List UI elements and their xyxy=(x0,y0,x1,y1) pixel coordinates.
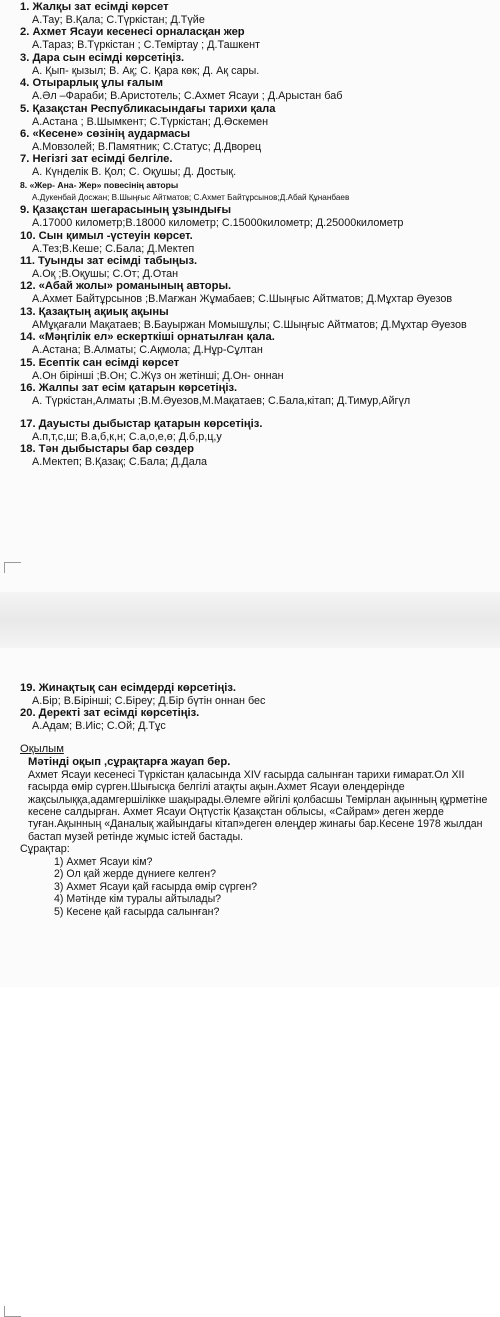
question-number: 13. xyxy=(20,305,36,318)
question-number: 18. xyxy=(20,442,36,455)
reading-question: 3) Ахмет Ясауи қай ғасырда өмір сүрген? xyxy=(54,880,258,893)
reading-instruction: Мәтінді оқып ,сұрақтарға жауап бер. xyxy=(28,755,231,768)
question-label: «Кесене» сөзінің аудармасы xyxy=(32,128,191,141)
question-item xyxy=(20,103,496,128)
page-gap xyxy=(0,592,500,648)
question-item xyxy=(20,1,496,26)
answer-options: А.Астана; В.Алматы; С.Ақмола; Д.Нұр-Сұлтан xyxy=(32,344,263,357)
question-number: 3. xyxy=(20,51,30,64)
question-number: 14. xyxy=(20,331,36,344)
spacer xyxy=(20,408,496,418)
question-item xyxy=(20,418,496,443)
page-corner-mark xyxy=(4,1306,21,1317)
question-text xyxy=(20,179,496,192)
question-text xyxy=(20,707,496,720)
question-label: Қазақтың ақиық ақыны xyxy=(38,305,169,318)
question-label: Негізгі зат есімді белгіле. xyxy=(32,153,173,166)
question-text xyxy=(20,280,496,293)
question-number: 19. xyxy=(20,682,36,694)
reading-title: Оқылым xyxy=(20,742,64,755)
question-label: Ахмет Ясауи кесенесі орналасқан жер xyxy=(32,26,245,39)
question-label: Сын қимыл -үстеуін көрсет. xyxy=(38,229,193,242)
question-number: 7. xyxy=(20,153,30,166)
question-number: 2. xyxy=(20,26,30,39)
question-text xyxy=(20,153,496,166)
question-label: Деректі зат есімді көрсетіңіз. xyxy=(38,707,200,720)
question-text xyxy=(20,331,496,344)
question-item xyxy=(20,443,496,468)
question-text xyxy=(20,306,496,319)
reading-questions-list xyxy=(20,856,496,919)
question-label: Дауысты дыбыстар қатарын көрсетіңіз. xyxy=(38,417,263,430)
answer-options: А. Күнделік В. Қол; С. Оқушы; Д. Достық. xyxy=(32,166,237,179)
answer-options: А.Мовзолей; В.Памятник; С.Статус; Д.Дворец xyxy=(32,141,262,154)
question-item xyxy=(20,204,496,229)
question-number: 4. xyxy=(20,77,30,90)
question-label: «Жер- Ана- Жер» повесінің авторы xyxy=(29,179,179,190)
question-number: 6. xyxy=(20,128,30,141)
question-label: Қазақстан Республикасындағы тарихи қала xyxy=(32,102,276,115)
reading-question: 4) Мәтінде кім туралы айтылады? xyxy=(54,893,222,906)
worksheet-page-1 xyxy=(0,0,500,592)
question-number: 5. xyxy=(20,102,30,115)
page-corner-mark xyxy=(4,562,21,573)
question-text xyxy=(20,26,496,39)
question-label: Жинақтық сан есімдерді көрсетіңіз. xyxy=(38,682,236,694)
answer-options: А.Әл –Фараби; В.Аристотель; С.Ахмет Ясауи ; Д.Арыстан баб xyxy=(32,90,343,103)
answer-options: А.Ахмет Байтұрсынов ;В.Мағжан Жұмабаев; С.Шыңғыс Айтматов; Д.Мұхтар Әуезов xyxy=(32,293,453,306)
question-label: Тән дыбыстары бар сөздер xyxy=(38,442,194,455)
answer-options: АМұқағали Мақатаев; В.Бауыржан Момышұлы; С.Шыңғыс Айтматов; Д.Мұхтар Әуезов xyxy=(32,318,467,331)
question-item xyxy=(20,382,496,407)
question-item xyxy=(20,26,496,51)
question-text xyxy=(20,418,496,431)
answer-options: А.Он бірінші ;В.Он; С.Жүз он жетінші; Д.Он- оннан xyxy=(32,369,284,382)
answer-options: А.Тараз; В.Түркістан ; С.Теміртау ; Д.Ташкент xyxy=(32,39,260,52)
answer-options: А.п,т,с,ш; В.а,б,к,н; С.а,о,е,ө; Д.б,р,ц,у xyxy=(32,430,222,443)
question-item xyxy=(20,153,496,178)
question-item xyxy=(20,128,496,153)
question-number: 9. xyxy=(20,204,30,217)
question-text xyxy=(20,52,496,65)
question-text xyxy=(20,443,496,456)
question-label: Жалпы зат есім қатарын көрсетіңіз. xyxy=(38,382,238,395)
reading-question: 2) Ол қай жерде дүниеге келген? xyxy=(54,868,216,881)
question-text xyxy=(20,255,496,268)
question-text xyxy=(20,77,496,90)
question-number: 17. xyxy=(20,417,36,430)
question-item xyxy=(20,77,496,102)
question-label: Қазақстан шегарасының ұзындығы xyxy=(32,204,232,217)
question-number: 8. xyxy=(20,179,28,190)
question-label: Отырарлық ұлы ғалым xyxy=(32,77,163,90)
reading-question: 1) Ахмет Ясауи кім? xyxy=(54,855,153,868)
question-item xyxy=(20,230,496,255)
question-item xyxy=(20,52,496,77)
question-text xyxy=(20,128,496,141)
answer-options: А. Қып- қызыл; В. Ақ; С. Қара көк; Д. Ақ сары. xyxy=(32,64,260,77)
answer-options: А.Мектеп; В.Қазақ; С.Бала; Д.Дала xyxy=(32,455,208,468)
question-item xyxy=(20,280,496,305)
question-number: 16. xyxy=(20,382,36,395)
answer-options: А.Тау; В.Қала; С.Түркістан; Д.Түйе xyxy=(32,14,205,26)
answer-options: А.Астана ; В.Шымкент; С.Түркістан; Д.Өскемен xyxy=(32,115,269,128)
question-item xyxy=(20,331,496,356)
question-number: 12. xyxy=(20,280,36,293)
question-item xyxy=(20,306,496,331)
question-item xyxy=(20,357,496,382)
question-label: Жалқы зат есімді көрсет xyxy=(32,1,169,13)
question-text xyxy=(20,1,496,14)
question-item xyxy=(20,682,496,707)
question-label: Туынды зат есімді табыңыз. xyxy=(38,255,198,268)
answer-options: А.Оқ ;В.Оқушы; С.От; Д.Отан xyxy=(32,268,179,281)
question-text xyxy=(20,682,496,695)
answer-options: А.Дукенбай Досжан; В.Шыңғыс Айтматов; С.Ахмет Байтұрсынов;Д.Абай Құнанбаев xyxy=(32,192,350,202)
question-text xyxy=(20,204,496,217)
question-label: «Мәңгілік ел» ескерткіші орнатылған қала. xyxy=(38,331,275,344)
question-text xyxy=(20,230,496,243)
question-number: 20. xyxy=(20,707,36,720)
question-number: 11. xyxy=(20,255,35,268)
answer-options: А.Адам; В.Иіс; С.Ой; Д.Тұс xyxy=(32,720,166,733)
worksheet-page-2 xyxy=(0,648,500,987)
question-item xyxy=(20,255,496,280)
question-number: 15. xyxy=(20,356,36,369)
question-list-1 xyxy=(20,1,496,468)
question-item xyxy=(20,707,496,732)
reading-text: Ахмет Ясауи кесенесі Түркістан қаласында XIV ғасырда салынған тарихи ғимарат.Ол XII ғасырда өмір сүрген.Шығысқа белгілі атақты ақын.Ахмет Ясауи өлеңдерінде жақсылыққа,адамгершілікке шақырады.Әлемге әйгілі қолбасшы Темірлан ақынның құрметіне кесене салдырған. Ахмет Ясауи Оңтүстік Қазақстан облысы, «Сайрам» деген жерде туған.Ақынның «Даналық жайындағы кітап»деген өлеңдер жинағы бар.Кесене 1978 жылдан бастап музей ретінде жұмыс істей бастады. xyxy=(28,768,488,843)
answer-options: А.17000 километр;В.18000 километр; С.15000километр; Д.25000километр xyxy=(32,217,404,230)
question-label: Есептік сан есімді көрсет xyxy=(38,356,180,369)
question-number: 1. xyxy=(20,1,30,13)
question-label: «Абай жолы» романының авторы. xyxy=(38,280,232,293)
question-text xyxy=(20,357,496,370)
answer-options: А.Бір; В.Бірінші; С.Біреу; Д.Бір бүтін оннан бес xyxy=(32,695,266,707)
answer-options: А. Түркістан,Алматы ;В.М.Әуезов,М.Мақатаев; С.Бала,кітап; Д.Тимур,Айгүл xyxy=(32,395,411,408)
question-list-2 xyxy=(20,682,496,919)
question-text xyxy=(20,382,496,395)
question-item xyxy=(20,179,496,204)
answer-options: А.Тез;В.Кеше; С.Бала; Д.Мектеп xyxy=(32,242,195,255)
reading-question: 5) Кесене қай ғасырда салынған? xyxy=(54,906,220,919)
reading-questions-label: Сұрақтар: xyxy=(20,843,70,856)
question-text xyxy=(20,103,496,116)
question-label: Дара сын есімді көрсетіңіз. xyxy=(32,51,185,64)
question-number: 10. xyxy=(20,229,36,242)
